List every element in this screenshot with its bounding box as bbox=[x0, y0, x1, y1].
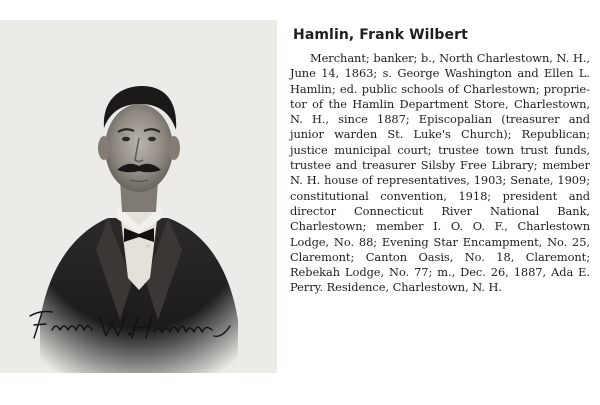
biography-entry bbox=[290, 26, 590, 296]
entry-name: Hamlin, Frank Wilbert bbox=[293, 27, 468, 43]
portrait-plate bbox=[0, 20, 277, 373]
portrait-photo bbox=[0, 20, 277, 373]
entry-body: Merchant; banker; b., North Charlestown, N. H., June 14, 1863; s. George Washington and Ellen L. Hamlin; ed. public schools of Charlestown; proprietor of the Hamlin Department Store, Charlestown, N. H., since 1887; Episcopalian (treasurer and junior warden St. Luke's Church); Republican; justice municipal court; trustee town trust funds, trustee and treasurer Silsby Free Library; member N. H. house of representatives, 1903; Senate, 1909; constitutional convention, 1918; president and director Connecticut River National Bank, Charlestown; member I. O. O. F., Charlestown Lodge, No. 88; Evening Star Encampment, No. 25, Claremont; Canton Oasis, No. 18, Claremont; Rebekah Lodge, No. 77; m., Dec. 26, 1887, Ada E. Perry. Residence, Charlestown, N. H. bbox=[290, 51, 590, 295]
